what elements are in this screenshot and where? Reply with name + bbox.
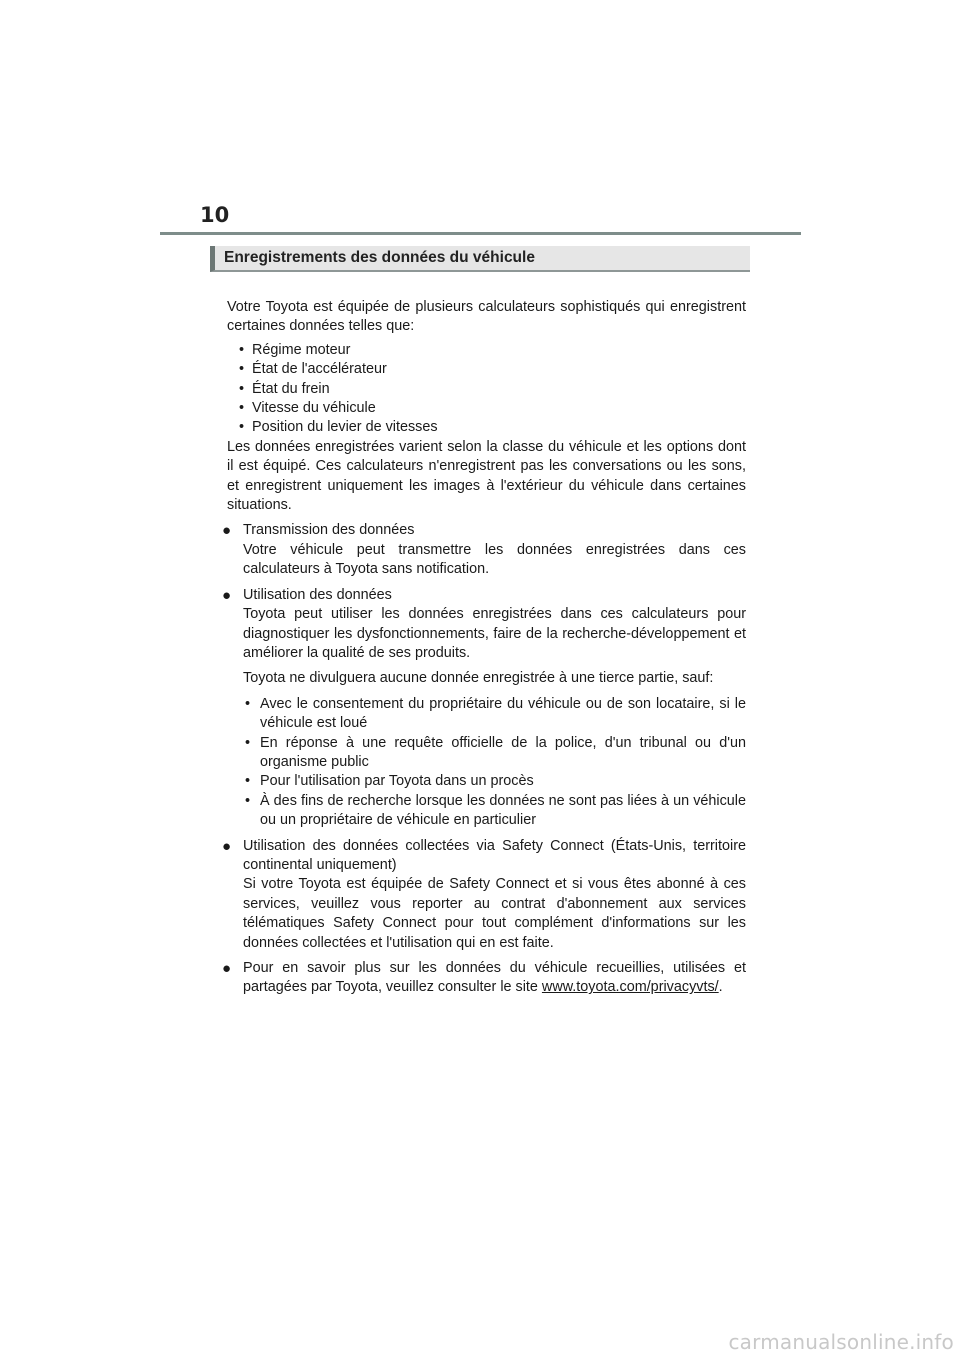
transmission-block <box>222 521 746 579</box>
intro-paragraph: Votre Toyota est équipée de plusieurs calculateurs sophistiqués qui enregistrent certaines données telles que: <box>227 299 746 335</box>
list-item: • État du frein <box>227 380 746 399</box>
page-number: 10 <box>200 203 230 227</box>
list-item: • À des fins de recherche lorsque les données ne sont pas liées à un véhicule ou un propriétaire de véhicule en particulier <box>243 792 746 831</box>
more-info-block <box>222 959 746 998</box>
watermark: carmanualsonline.info <box>728 1330 954 1354</box>
block-text: Votre véhicule peut transmettre les données enregistrées dans ces calculateurs à Toyota sans notification. <box>243 541 746 578</box>
circle-bullet-icon: ● <box>222 960 232 977</box>
recorded-items-list <box>227 341 746 438</box>
privacy-link[interactable]: www.toyota.com/privacyvts/ <box>541 979 719 996</box>
usage-block <box>222 586 746 831</box>
block-text <box>243 959 746 998</box>
circle-bullet-icon: ● <box>222 586 232 604</box>
list-item: • Position du levier de vitesses <box>227 418 746 437</box>
sentence-end: . <box>718 979 723 996</box>
safety-connect-block <box>222 837 746 953</box>
block-title: Transmission des données <box>243 522 415 539</box>
section-content <box>222 298 746 998</box>
block-title: Utilisation des données <box>243 586 392 603</box>
exceptions-list <box>243 695 746 831</box>
block-text: Si votre Toyota est équipée de Safety Connect et si vous êtes abonné à ces services, veuillez vous reporter au contrat d'abonnement aux services télématiques Safety Connect pour tout complément d'informations sur les données collectées et l'utilisation qui en est faite. <box>243 876 746 951</box>
circle-bullet-icon: ● <box>222 522 232 540</box>
circle-bullet-icon: ● <box>222 837 232 855</box>
details-paragraph: Les données enregistrées varient selon la classe du véhicule et les options dont il est équipé. Ces calculateurs n'enregistrent pas les conversations ou les sons, et enregistrent uniquement les images à l'extérieur du véhicule dans certaines situations. <box>227 438 746 514</box>
list-item: • Avec le consentement du propriétaire du véhicule ou de son locataire, si le véhicule est loué <box>243 695 746 734</box>
section-header <box>210 246 750 272</box>
list-item: • Vitesse du véhicule <box>227 399 746 418</box>
section-title: Enregistrements des données du véhicule <box>224 249 535 266</box>
list-item: • En réponse à une requête officielle de la police, d'un tribunal ou d'un organisme public <box>243 734 746 773</box>
header-rule <box>160 232 801 235</box>
block-text: Toyota peut utiliser les données enregistrées dans ces calculateurs pour diagnostiquer les dysfonctionnements, faire de la recherche-développement et améliorer la qualité de ses produits. <box>243 606 746 661</box>
disclosure-paragraph: Toyota ne divulguera aucune donnée enregistrée à une tierce partie, sauf: <box>243 670 714 687</box>
list-item: • Régime moteur <box>227 341 746 360</box>
list-item: • Pour l'utilisation par Toyota dans un procès <box>243 772 746 791</box>
block-title: Utilisation des données collectées via Safety Connect (États-Unis, territoire continental uniquement) <box>243 837 746 873</box>
list-item: • État de l'accélérateur <box>227 360 746 379</box>
more-info-text: Pour en savoir plus sur les données du véhicule recueillies, utilisées et partagées par Toyota, veuillez consulter le site <box>243 960 746 996</box>
